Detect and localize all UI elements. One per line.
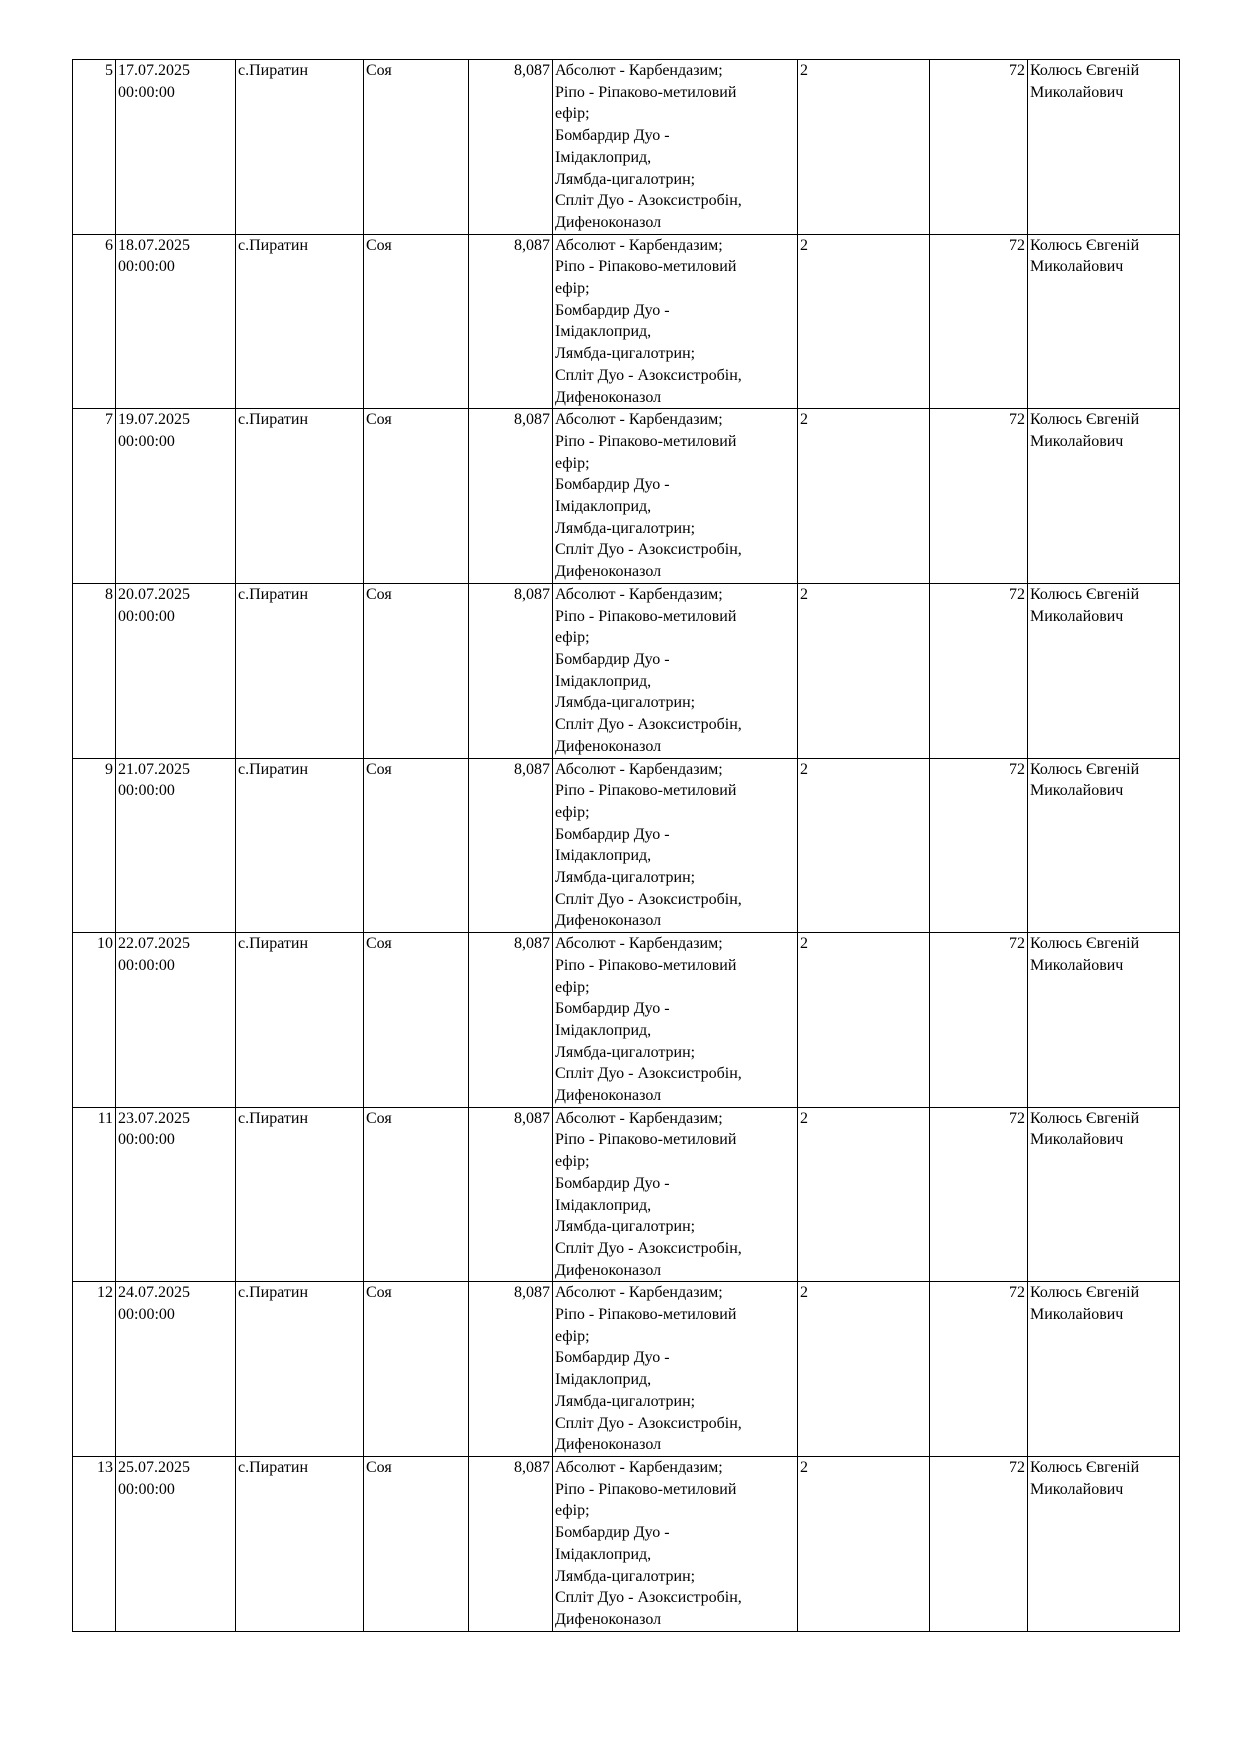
area-text: 8,087 [514, 1459, 550, 1476]
crop-cell [364, 1282, 469, 1457]
hazard-class-cell [798, 1107, 930, 1282]
product-line: Лямбда-цигалотрин; [555, 519, 696, 537]
responsible-person-cell [1028, 1457, 1180, 1632]
product-line: ефір; [555, 454, 590, 472]
product-line: Ріпо - Ріпаково-метиловий [555, 607, 737, 625]
product-line: Ріпо - Ріпаково-метиловий [555, 83, 737, 101]
area-cell [469, 758, 553, 933]
responsible-person-text: Колюсь Євгеній [1030, 1284, 1140, 1302]
quantity-cell [930, 1282, 1028, 1457]
crop-text: Соя [366, 935, 392, 953]
responsible-person-text: Миколайович [1030, 1131, 1124, 1149]
date-text: 00:00:00 [118, 956, 175, 974]
area-text: 8,087 [514, 585, 550, 603]
product-line: Абсолют - Карбендазим; [555, 1284, 723, 1302]
product-line: ефір; [555, 105, 590, 123]
product-line: Абсолют - Карбендазим; [555, 935, 723, 953]
table-row [73, 60, 1180, 235]
product-line: Дифеноконазол [555, 563, 662, 581]
responsible-person-text: Колюсь Євгеній [1030, 585, 1140, 603]
date-text: 25.07.2025 [118, 1459, 190, 1476]
product-line: Ріпо - Ріпаково-метиловий [555, 782, 737, 800]
product-line: Спліт Дуо - Азоксистробін, [555, 716, 742, 734]
row-number-text: 7 [105, 411, 113, 429]
area-cell [469, 234, 553, 409]
area-text: 8,087 [514, 1109, 550, 1127]
product-line: ефір; [555, 978, 590, 996]
product-line: Ріпо - Ріпаково-метиловий [555, 1131, 737, 1149]
place-text: с.Пиратин [238, 236, 309, 254]
product-line: Ріпо - Ріпаково-метиловий [555, 432, 737, 450]
place-text: с.Пиратин [238, 411, 309, 429]
responsible-person-text: Колюсь Євгеній [1030, 1109, 1140, 1127]
date-cell [116, 1107, 236, 1282]
date-cell [116, 933, 236, 1108]
table-row [73, 758, 1180, 933]
product-line: Абсолют - Карбендазим; [555, 1109, 723, 1127]
row-number-text: 13 [97, 1459, 113, 1476]
product-line: Імідаклоприд, [555, 323, 652, 341]
date-cell [116, 234, 236, 409]
quantity-text: 72 [1009, 760, 1025, 778]
date-text: 22.07.2025 [118, 935, 190, 953]
hazard-class-text: 2 [800, 1459, 808, 1476]
hazard-class-cell [798, 1457, 930, 1632]
responsible-person-text: Миколайович [1030, 1306, 1124, 1324]
area-text: 8,087 [514, 62, 550, 79]
product-line: Дифеноконазол [555, 1610, 662, 1628]
quantity-cell [930, 409, 1028, 584]
product-line: Ріпо - Ріпаково-метиловий [555, 258, 737, 276]
product-line: Дифеноконазол [555, 388, 662, 406]
place-cell [236, 1107, 364, 1282]
product-line: Спліт Дуо - Азоксистробін, [555, 1589, 742, 1607]
quantity-cell [930, 234, 1028, 409]
row-number-cell [73, 409, 116, 584]
place-text: с.Пиратин [238, 935, 309, 953]
place-text: с.Пиратин [238, 1109, 309, 1127]
place-cell [236, 1457, 364, 1632]
table-row [73, 1107, 1180, 1282]
quantity-text: 72 [1009, 935, 1025, 953]
table-row [73, 409, 1180, 584]
date-text: 00:00:00 [118, 1131, 175, 1149]
date-text: 00:00:00 [118, 1480, 175, 1498]
products-cell [553, 933, 798, 1108]
products-cell [553, 1282, 798, 1457]
product-line: Дифеноконазол [555, 1436, 662, 1454]
responsible-person-text: Миколайович [1030, 956, 1124, 974]
date-cell [116, 583, 236, 758]
responsible-person-cell [1028, 933, 1180, 1108]
product-line: Імідаклоприд, [555, 1021, 652, 1039]
date-text: 00:00:00 [118, 258, 175, 276]
date-cell [116, 1457, 236, 1632]
place-cell [236, 234, 364, 409]
area-text: 8,087 [514, 935, 550, 953]
product-line: Спліт Дуо - Азоксистробін, [555, 192, 742, 210]
product-line: Лямбда-цигалотрин; [555, 345, 696, 363]
product-line: Лямбда-цигалотрин; [555, 1043, 696, 1061]
quantity-cell [930, 758, 1028, 933]
hazard-class-cell [798, 234, 930, 409]
responsible-person-text: Колюсь Євгеній [1030, 935, 1140, 953]
responsible-person-text: Миколайович [1030, 782, 1124, 800]
products-cell [553, 234, 798, 409]
crop-cell [364, 933, 469, 1108]
responsible-person-cell [1028, 1282, 1180, 1457]
row-number-text: 8 [105, 585, 113, 603]
place-cell [236, 409, 364, 584]
products-cell [553, 583, 798, 758]
quantity-text: 72 [1009, 1284, 1025, 1302]
product-line: Імідаклоприд, [555, 148, 652, 166]
product-line: Спліт Дуо - Азоксистробін, [555, 541, 742, 559]
hazard-class-cell [798, 1282, 930, 1457]
place-cell [236, 758, 364, 933]
responsible-person-text: Миколайович [1030, 1480, 1124, 1498]
quantity-text: 72 [1009, 62, 1025, 79]
responsible-person-cell [1028, 234, 1180, 409]
product-line: Дифеноконазол [555, 912, 662, 930]
quantity-cell [930, 933, 1028, 1108]
quantity-cell [930, 60, 1028, 235]
product-line: Спліт Дуо - Азоксистробін, [555, 1414, 742, 1432]
quantity-text: 72 [1009, 236, 1025, 254]
product-line: Бомбардир Дуо - [555, 301, 670, 319]
date-text: 20.07.2025 [118, 585, 190, 603]
product-line: Лямбда-цигалотрин; [555, 1567, 696, 1585]
hazard-class-text: 2 [800, 760, 808, 778]
product-line: Лямбда-цигалотрин; [555, 694, 696, 712]
product-line: Бомбардир Дуо - [555, 1174, 670, 1192]
product-line: Імідаклоприд, [555, 1545, 652, 1563]
row-number-text: 6 [105, 236, 113, 254]
product-line: Бомбардир Дуо - [555, 476, 670, 494]
responsible-person-cell [1028, 1107, 1180, 1282]
table-row [73, 583, 1180, 758]
area-text: 8,087 [514, 411, 550, 429]
product-line: Дифеноконазол [555, 1261, 662, 1279]
crop-text: Соя [366, 1459, 392, 1476]
row-number-cell [73, 933, 116, 1108]
crop-text: Соя [366, 1284, 392, 1302]
hazard-class-text: 2 [800, 236, 808, 254]
product-line: Імідаклоприд, [555, 498, 652, 516]
responsible-person-cell [1028, 60, 1180, 235]
products-cell [553, 1107, 798, 1282]
row-number-text: 12 [97, 1284, 113, 1302]
product-line: Імідаклоприд, [555, 672, 652, 690]
table-row [73, 1457, 1180, 1632]
responsible-person-text: Миколайович [1030, 83, 1124, 101]
area-cell [469, 1282, 553, 1457]
area-cell [469, 583, 553, 758]
date-cell [116, 758, 236, 933]
crop-cell [364, 1107, 469, 1282]
product-line: Спліт Дуо - Азоксистробін, [555, 1239, 742, 1257]
place-cell [236, 583, 364, 758]
place-text: с.Пиратин [238, 62, 309, 79]
date-text: 23.07.2025 [118, 1109, 190, 1127]
date-text: 00:00:00 [118, 607, 175, 625]
product-line: Бомбардир Дуо - [555, 650, 670, 668]
row-number-cell [73, 583, 116, 758]
quantity-cell [930, 583, 1028, 758]
product-line: Бомбардир Дуо - [555, 1349, 670, 1367]
crop-text: Соя [366, 760, 392, 778]
table-row [73, 933, 1180, 1108]
place-text: с.Пиратин [238, 1459, 309, 1476]
product-line: Абсолют - Карбендазим; [555, 236, 723, 254]
product-line: ефір; [555, 1153, 590, 1171]
product-line: Лямбда-цигалотрин; [555, 1392, 696, 1410]
product-line: Імідаклоприд, [555, 1371, 652, 1389]
quantity-cell [930, 1457, 1028, 1632]
row-number-cell [73, 234, 116, 409]
product-line: Абсолют - Карбендазим; [555, 62, 723, 79]
quantity-text: 72 [1009, 585, 1025, 603]
product-line: Дифеноконазол [555, 1087, 662, 1105]
date-cell [116, 60, 236, 235]
place-text: с.Пиратин [238, 585, 309, 603]
crop-cell [364, 60, 469, 235]
product-line: Спліт Дуо - Азоксистробін, [555, 1065, 742, 1083]
product-line: Бомбардир Дуо - [555, 1000, 670, 1018]
product-line: Імідаклоприд, [555, 847, 652, 865]
product-line: ефір; [555, 629, 590, 647]
date-text: 00:00:00 [118, 432, 175, 450]
area-cell [469, 1107, 553, 1282]
responsible-person-cell [1028, 758, 1180, 933]
product-line: Бомбардир Дуо - [555, 825, 670, 843]
responsible-person-text: Колюсь Євгеній [1030, 1459, 1140, 1476]
hazard-class-text: 2 [800, 411, 808, 429]
product-line: Імідаклоприд, [555, 1196, 652, 1214]
responsible-person-cell [1028, 409, 1180, 584]
table-row [73, 234, 1180, 409]
responsible-person-text: Колюсь Євгеній [1030, 62, 1140, 79]
product-line: Дифеноконазол [555, 737, 662, 755]
place-text: с.Пиратин [238, 1284, 309, 1302]
area-text: 8,087 [514, 236, 550, 254]
product-line: Абсолют - Карбендазим; [555, 760, 723, 778]
responsible-person-text: Колюсь Євгеній [1030, 236, 1140, 254]
product-line: Абсолют - Карбендазим; [555, 585, 723, 603]
crop-text: Соя [366, 585, 392, 603]
quantity-text: 72 [1009, 411, 1025, 429]
product-line: ефір; [555, 1502, 590, 1520]
crop-cell [364, 1457, 469, 1632]
hazard-class-text: 2 [800, 585, 808, 603]
crop-cell [364, 234, 469, 409]
treatment-log-table [72, 59, 1180, 1632]
row-number-text: 11 [97, 1109, 113, 1127]
row-number-cell [73, 758, 116, 933]
row-number-text: 10 [97, 935, 113, 953]
date-text: 21.07.2025 [118, 760, 190, 778]
hazard-class-text: 2 [800, 62, 808, 79]
date-text: 24.07.2025 [118, 1284, 190, 1302]
hazard-class-cell [798, 409, 930, 584]
area-text: 8,087 [514, 1284, 550, 1302]
area-cell [469, 409, 553, 584]
crop-cell [364, 409, 469, 584]
row-number-text: 9 [105, 760, 113, 778]
crop-cell [364, 583, 469, 758]
product-line: Лямбда-цигалотрин; [555, 869, 696, 887]
responsible-person-text: Миколайович [1030, 607, 1124, 625]
product-line: ефір; [555, 803, 590, 821]
quantity-cell [930, 1107, 1028, 1282]
product-line: Спліт Дуо - Азоксистробін, [555, 366, 742, 384]
place-cell [236, 60, 364, 235]
crop-text: Соя [366, 1109, 392, 1127]
hazard-class-cell [798, 758, 930, 933]
quantity-text: 72 [1009, 1459, 1025, 1476]
area-cell [469, 933, 553, 1108]
date-cell [116, 1282, 236, 1457]
product-line: Лямбда-цигалотрин; [555, 1218, 696, 1236]
row-number-cell [73, 1282, 116, 1457]
responsible-person-text: Миколайович [1030, 258, 1124, 276]
hazard-class-cell [798, 60, 930, 235]
product-line: Ріпо - Ріпаково-метиловий [555, 1306, 737, 1324]
product-line: Спліт Дуо - Азоксистробін, [555, 890, 742, 908]
product-line: Дифеноконазол [555, 213, 662, 231]
row-number-cell [73, 1107, 116, 1282]
row-number-cell [73, 1457, 116, 1632]
responsible-person-text: Колюсь Євгеній [1030, 760, 1140, 778]
place-cell [236, 1282, 364, 1457]
responsible-person-cell [1028, 583, 1180, 758]
crop-text: Соя [366, 62, 392, 79]
date-text: 17.07.2025 [118, 62, 190, 79]
crop-text: Соя [366, 236, 392, 254]
table-body [73, 60, 1180, 1632]
products-cell [553, 60, 798, 235]
products-cell [553, 1457, 798, 1632]
product-line: Ріпо - Ріпаково-метиловий [555, 956, 737, 974]
hazard-class-text: 2 [800, 1284, 808, 1302]
crop-cell [364, 758, 469, 933]
quantity-text: 72 [1009, 1109, 1025, 1127]
responsible-person-text: Миколайович [1030, 432, 1124, 450]
products-cell [553, 758, 798, 933]
date-text: 18.07.2025 [118, 236, 190, 254]
area-text: 8,087 [514, 760, 550, 778]
hazard-class-text: 2 [800, 1109, 808, 1127]
product-line: ефір; [555, 1327, 590, 1345]
row-number-text: 5 [105, 62, 113, 79]
hazard-class-cell [798, 583, 930, 758]
place-cell [236, 933, 364, 1108]
area-cell [469, 60, 553, 235]
product-line: Бомбардир Дуо - [555, 1524, 670, 1542]
date-cell [116, 409, 236, 584]
date-text: 00:00:00 [118, 782, 175, 800]
date-text: 00:00:00 [118, 1306, 175, 1324]
product-line: Ріпо - Ріпаково-метиловий [555, 1480, 737, 1498]
product-line: Абсолют - Карбендазим; [555, 1459, 723, 1476]
hazard-class-cell [798, 933, 930, 1108]
crop-text: Соя [366, 411, 392, 429]
product-line: ефір; [555, 280, 590, 298]
row-number-cell [73, 60, 116, 235]
products-cell [553, 409, 798, 584]
date-text: 00:00:00 [118, 83, 175, 101]
place-text: с.Пиратин [238, 760, 309, 778]
responsible-person-text: Колюсь Євгеній [1030, 411, 1140, 429]
product-line: Бомбардир Дуо - [555, 127, 670, 145]
table-row [73, 1282, 1180, 1457]
product-line: Лямбда-цигалотрин; [555, 170, 696, 188]
area-cell [469, 1457, 553, 1632]
product-line: Абсолют - Карбендазим; [555, 411, 723, 429]
date-text: 19.07.2025 [118, 411, 190, 429]
hazard-class-text: 2 [800, 935, 808, 953]
